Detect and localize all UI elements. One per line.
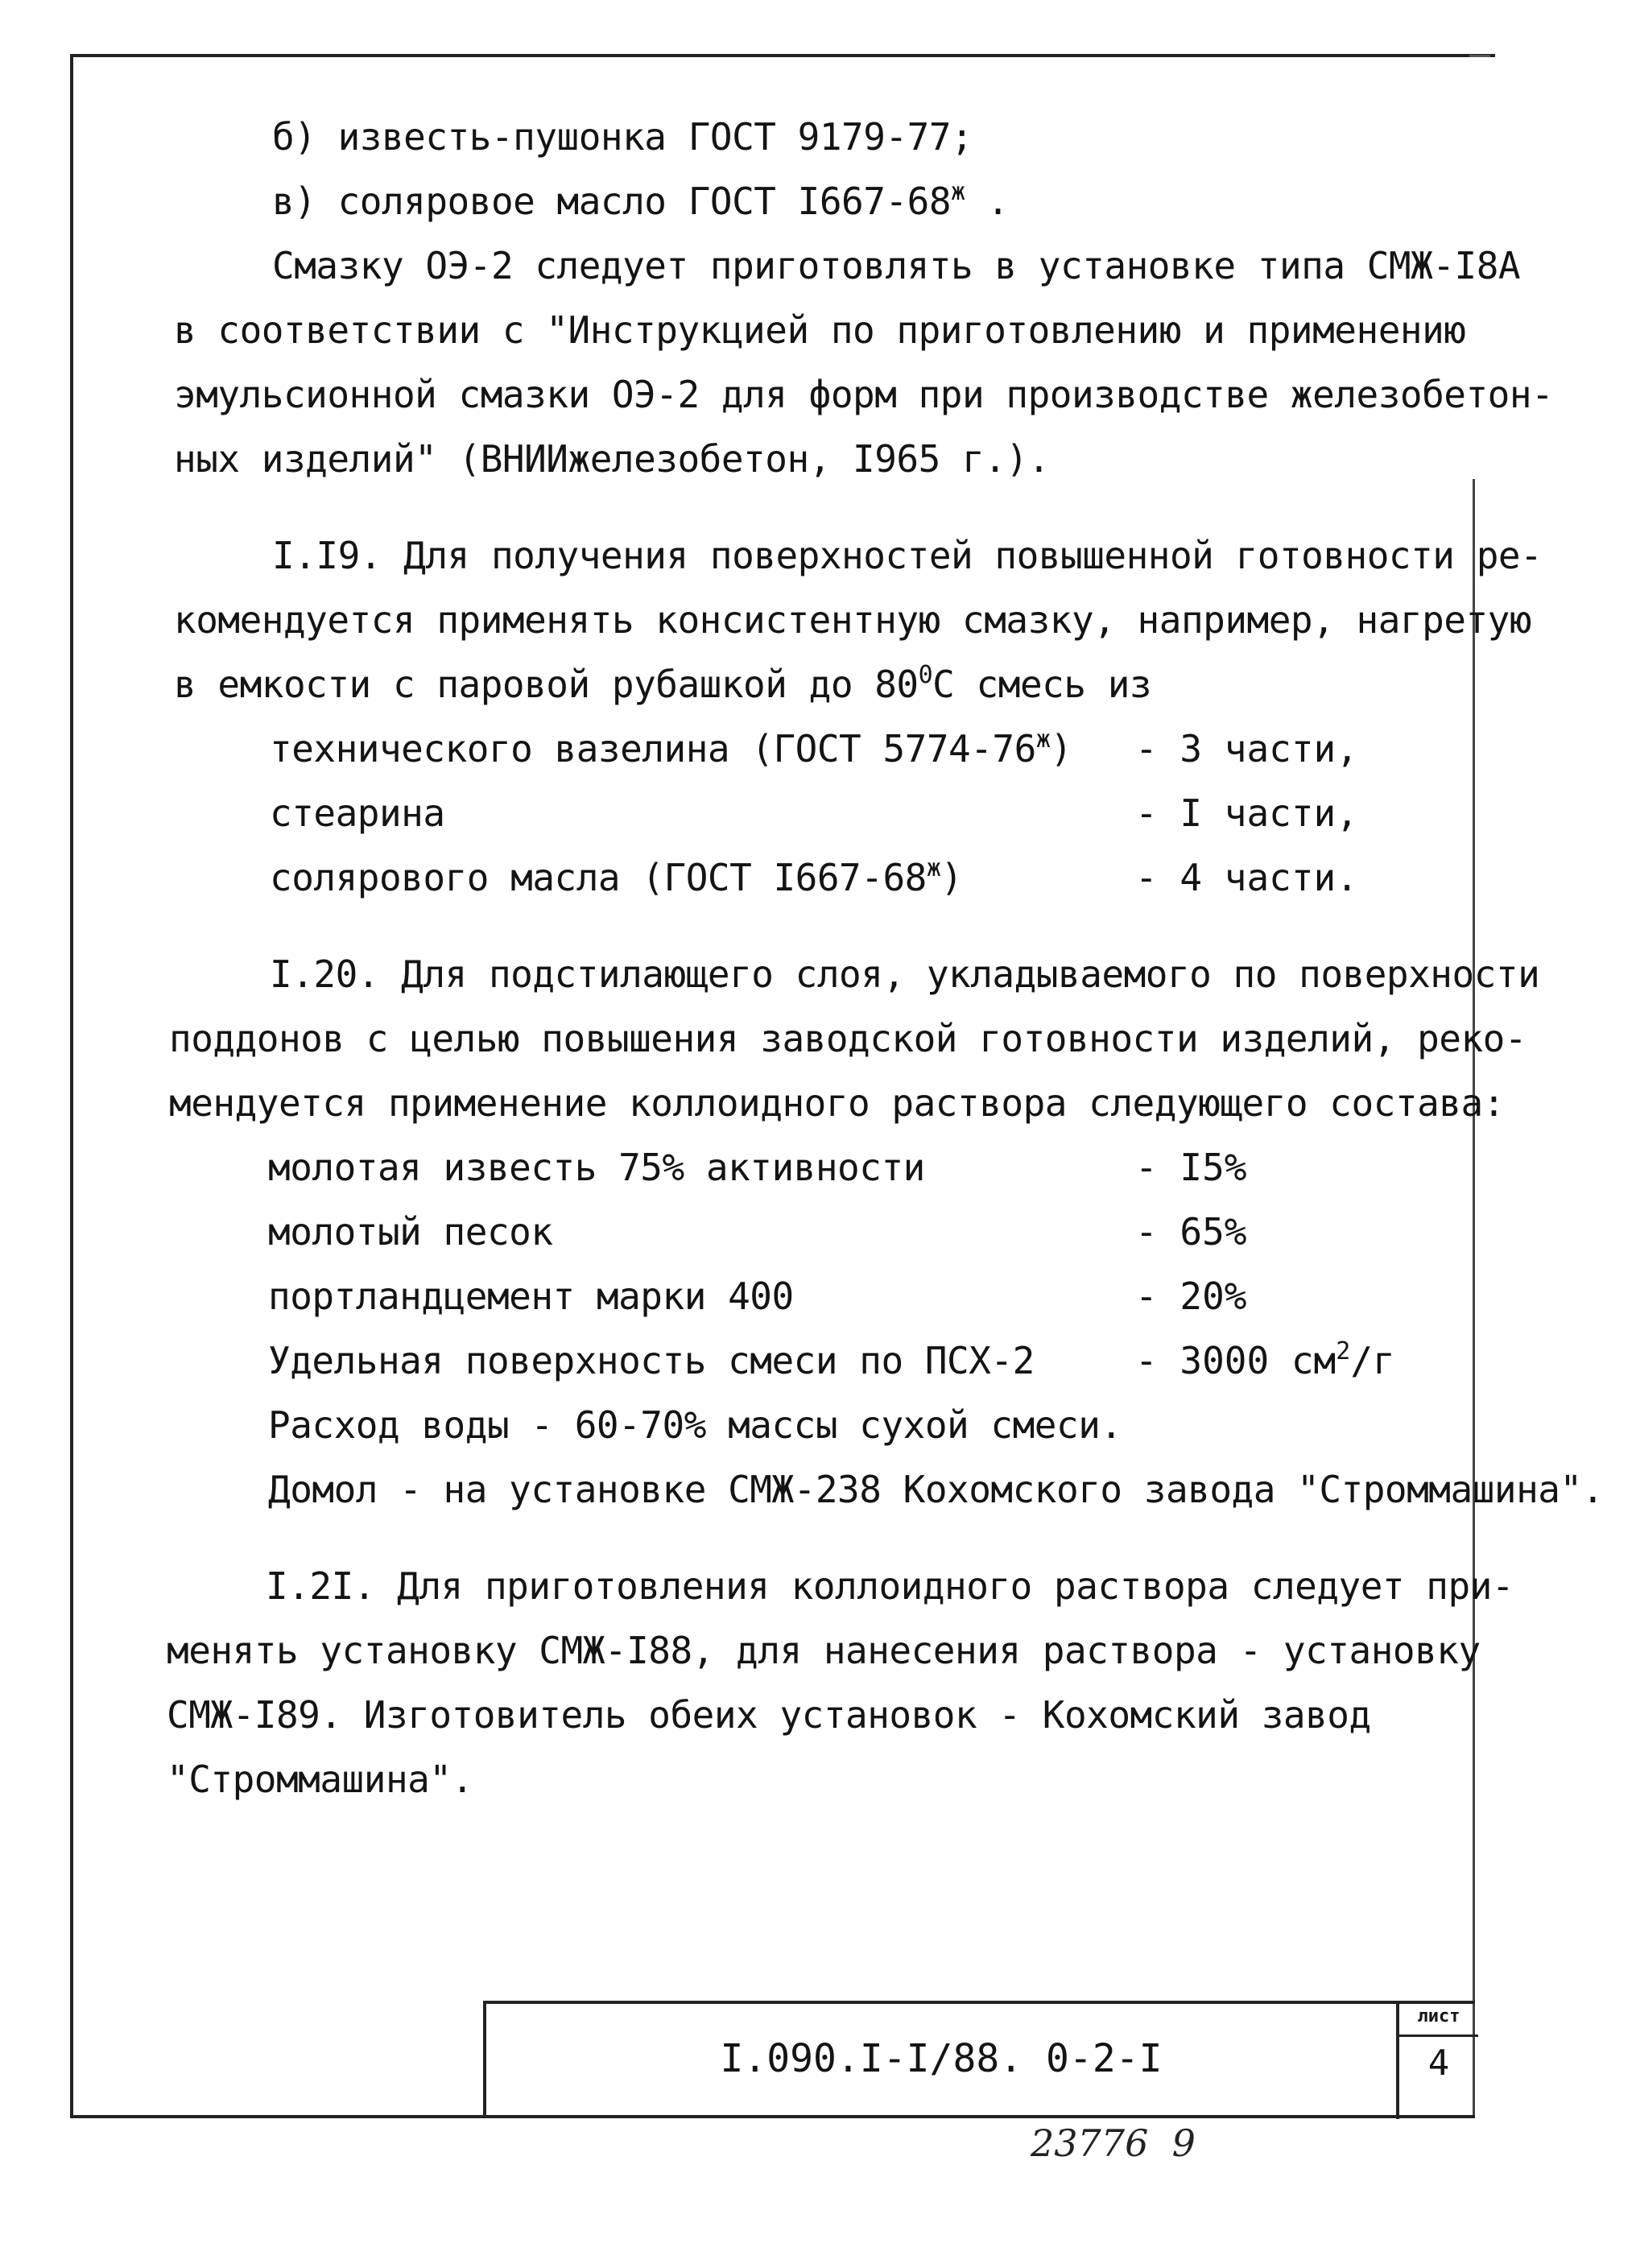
ingredient-vaseline-amount: - 3 части, bbox=[1135, 727, 1358, 770]
grinding-note: Домол - на установке СМЖ-238 Кохомского завода "Строммашина". bbox=[268, 1468, 1604, 1511]
ingredient-solar-oil: солярового масла (ГОСТ $I667-68^ж$) bbox=[270, 854, 963, 899]
mix-sand: молотый песок bbox=[268, 1210, 553, 1254]
mix-lime-amount: - I5% bbox=[1135, 1146, 1247, 1189]
mix-sand-amount: - 65% bbox=[1135, 1210, 1247, 1254]
ingredient-vaseline: технического вазелина (ГОСТ $5774-76^ж$) bbox=[270, 725, 1072, 770]
text-line-2: в) соляровое масло ГОСТ $I667-68^ж$ . bbox=[272, 178, 1009, 223]
sheet-label: лист bbox=[1399, 2001, 1478, 2037]
section-1-20-line-3: мендуется применение коллоидного раствора следующего состава: bbox=[169, 1081, 1505, 1125]
mix-cement-amount: - 20% bbox=[1135, 1274, 1247, 1318]
section-1-19-line-3: в емкости с паровой рубашкой до $80^0С$ смесь из bbox=[174, 661, 1152, 706]
text-line-5: эмульсионной смазки ОЭ-2 для форм при производстве железобетон- bbox=[174, 373, 1554, 416]
section-1-21-line-3: СМЖ-I89. Изготовитель обеих установок - Кохомский завод bbox=[167, 1693, 1371, 1737]
frame-top-line bbox=[70, 54, 1495, 57]
section-1-21-line-1: I.2I. Для приготовления коллоидного раствора следует при- bbox=[266, 1564, 1514, 1608]
section-1-20-line-2: поддонов с целью повышения заводской готовности изделий, реко- bbox=[169, 1017, 1527, 1060]
text-line-3: Смазку ОЭ-2 следует приготовлять в установке типа СМЖ-I8А bbox=[272, 244, 1521, 287]
text-line-6: ных изделий" (ВНИИжелезобетон, I965 г.). bbox=[174, 437, 1050, 481]
frame-right-line bbox=[1473, 479, 1475, 2117]
section-1-21-line-4: "Строммашина". bbox=[167, 1758, 473, 1801]
document-code: I.090.I-I/88. 0-2-I bbox=[720, 2036, 1163, 2081]
text-line-1: б) известь-пушонка ГОСТ 9179-77; bbox=[272, 115, 973, 159]
ingredient-solar-oil-amount: - 4 части. bbox=[1135, 856, 1358, 899]
section-1-20-line-1: I.20. Для подстилающего слоя, укладываемого по поверхности bbox=[270, 952, 1540, 996]
water-consumption: Расход воды - 60-70% массы сухой смеси. bbox=[268, 1403, 1122, 1447]
handwritten-archive-number: 23776 9 bbox=[1031, 2121, 1196, 2165]
section-1-19-line-1: I.I9. Для получения поверхностей повышенной готовности ре- bbox=[272, 534, 1543, 577]
mix-cement: портландцемент марки 400 bbox=[268, 1274, 794, 1318]
mix-surface: Удельная поверхность смеси по ПСХ-2 bbox=[268, 1339, 1035, 1382]
section-1-19-line-2: комендуется применять консистентную смазку, например, нагретую bbox=[174, 598, 1532, 642]
sheet-box bbox=[1396, 2001, 1478, 2119]
frame-top-tail bbox=[1469, 55, 1490, 57]
sheet-number: 4 bbox=[1427, 2043, 1450, 2084]
ingredient-stearin: стеарина bbox=[270, 791, 445, 835]
text-line-4: в соответствии с "Инструкцией по приготовлению и применению bbox=[174, 308, 1466, 352]
title-block bbox=[483, 2001, 1475, 2116]
section-1-21-line-2: менять установку СМЖ-I88, для нанесения раствора - установку bbox=[167, 1629, 1481, 1672]
mix-surface-amount: - 3000 $см^2/г$ bbox=[1135, 1337, 1395, 1382]
mix-lime: молотая известь 75% активности bbox=[268, 1146, 925, 1189]
frame-left-line bbox=[70, 54, 73, 2117]
ingredient-stearin-amount: - I части, bbox=[1135, 791, 1358, 835]
